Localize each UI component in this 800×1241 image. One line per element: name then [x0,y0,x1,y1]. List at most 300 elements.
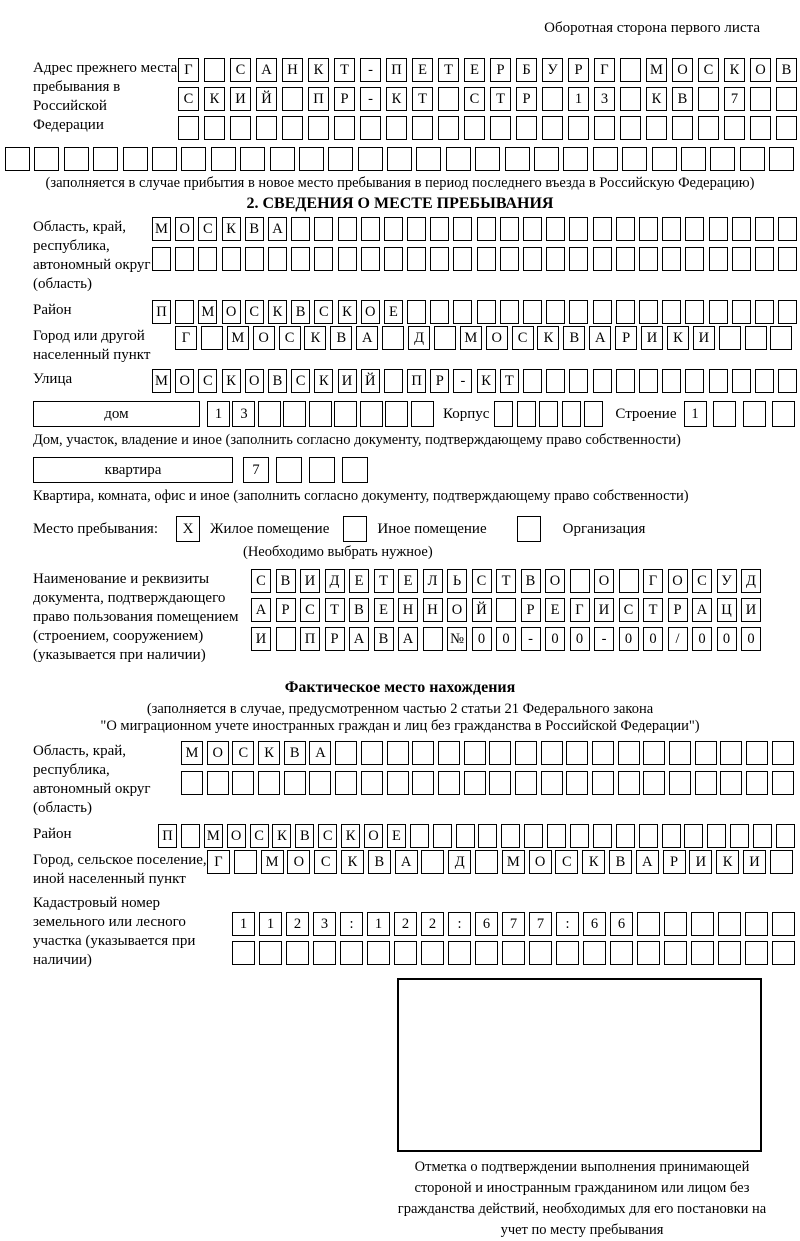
char-box[interactable] [282,87,303,111]
char-box[interactable] [740,147,765,171]
char-box[interactable] [407,300,426,324]
char-box[interactable] [256,116,277,140]
char-box[interactable]: П [308,87,329,111]
char-box[interactable] [340,941,363,965]
char-box[interactable]: С [314,300,333,324]
char-box[interactable]: Т [334,58,355,82]
char-box[interactable] [464,741,486,765]
char-box[interactable] [568,116,589,140]
char-box[interactable]: А [692,598,712,622]
char-box[interactable] [546,217,565,241]
char-box[interactable] [593,824,612,848]
char-box[interactable]: К [477,369,496,393]
char-box[interactable]: 0 [692,627,712,651]
char-box[interactable] [745,941,768,965]
char-box[interactable]: В [521,569,541,593]
char-box[interactable] [562,401,581,427]
char-box[interactable] [430,217,449,241]
char-box[interactable]: 0 [570,627,590,651]
char-box[interactable]: П [152,300,171,324]
char-box[interactable]: - [453,369,472,393]
char-box[interactable] [309,457,335,483]
char-box[interactable] [719,326,741,350]
char-box[interactable]: 7 [529,912,552,936]
char-box[interactable] [685,300,704,324]
char-box[interactable]: С [198,369,217,393]
char-box[interactable]: О [529,850,552,874]
char-box[interactable] [547,824,566,848]
char-box[interactable]: К [204,87,225,111]
char-box[interactable]: У [717,569,737,593]
char-box[interactable] [662,300,681,324]
char-box[interactable] [394,941,417,965]
char-box[interactable]: Г [570,598,590,622]
char-box[interactable]: Т [490,87,511,111]
char-box[interactable] [407,247,426,271]
char-box[interactable] [570,569,590,593]
char-box[interactable]: О [175,217,194,241]
char-box[interactable]: О [287,850,310,874]
char-box[interactable] [276,457,302,483]
char-box[interactable] [204,116,225,140]
char-box[interactable]: С [198,217,217,241]
char-box[interactable]: 0 [717,627,737,651]
char-box[interactable] [524,824,543,848]
char-box[interactable]: Е [545,598,565,622]
char-box[interactable] [335,741,357,765]
char-box[interactable] [334,401,357,427]
char-box[interactable]: А [589,326,611,350]
char-box[interactable] [709,247,728,271]
char-box[interactable]: И [741,598,761,622]
char-box[interactable]: И [641,326,663,350]
char-box[interactable]: О [594,569,614,593]
char-box[interactable] [505,147,530,171]
char-box[interactable] [501,824,520,848]
char-box[interactable] [496,598,516,622]
char-box[interactable] [755,369,774,393]
char-box[interactable] [724,116,745,140]
char-box[interactable] [516,116,537,140]
char-box[interactable]: В [268,369,287,393]
char-box[interactable]: 0 [619,627,639,651]
residential-checkbox[interactable]: X [176,516,200,542]
char-box[interactable] [639,369,658,393]
char-box[interactable]: М [646,58,667,82]
char-box[interactable] [382,326,404,350]
char-box[interactable] [592,771,614,795]
char-box[interactable] [594,116,615,140]
char-box[interactable]: К [646,87,667,111]
char-box[interactable] [384,369,403,393]
char-box[interactable]: Т [496,569,516,593]
char-box[interactable] [662,247,681,271]
char-box[interactable] [181,824,200,848]
char-box[interactable] [204,58,225,82]
char-box[interactable]: А [251,598,271,622]
char-box[interactable]: В [609,850,632,874]
char-box[interactable] [334,116,355,140]
char-box[interactable] [772,941,795,965]
char-box[interactable] [753,824,772,848]
char-box[interactable] [270,147,295,171]
char-box[interactable]: Н [423,598,443,622]
char-box[interactable] [234,850,257,874]
char-box[interactable] [412,116,433,140]
char-box[interactable] [181,771,203,795]
char-box[interactable] [258,771,280,795]
char-box[interactable]: Е [412,58,433,82]
char-box[interactable] [772,771,794,795]
char-box[interactable]: С [245,300,264,324]
char-box[interactable] [477,217,496,241]
char-box[interactable]: 0 [643,627,663,651]
char-box[interactable] [569,300,588,324]
char-box[interactable]: В [291,300,310,324]
char-box[interactable]: Н [282,58,303,82]
char-box[interactable] [662,824,681,848]
char-box[interactable] [434,326,456,350]
char-box[interactable] [685,247,704,271]
char-box[interactable]: Й [472,598,492,622]
char-box[interactable] [620,58,641,82]
char-box[interactable]: 1 [259,912,282,936]
char-box[interactable] [308,116,329,140]
char-box[interactable] [556,941,579,965]
char-box[interactable]: К [308,58,329,82]
char-box[interactable] [639,824,658,848]
char-box[interactable]: И [338,369,357,393]
char-box[interactable]: А [356,326,378,350]
char-box[interactable]: Т [374,569,394,593]
char-box[interactable]: К [314,369,333,393]
char-box[interactable]: К [304,326,326,350]
char-box[interactable]: 1 [367,912,390,936]
char-box[interactable] [475,941,498,965]
char-box[interactable]: Д [448,850,471,874]
char-box[interactable] [755,217,774,241]
char-box[interactable]: И [300,569,320,593]
char-box[interactable]: Г [594,58,615,82]
char-box[interactable] [746,771,768,795]
char-box[interactable] [542,116,563,140]
char-box[interactable] [477,300,496,324]
char-box[interactable] [730,824,749,848]
char-box[interactable]: Р [668,598,688,622]
char-box[interactable] [566,741,588,765]
char-box[interactable] [384,217,403,241]
char-box[interactable] [286,941,309,965]
char-box[interactable]: Р [430,369,449,393]
char-box[interactable] [175,300,194,324]
char-box[interactable]: 2 [394,912,417,936]
char-box[interactable] [222,247,241,271]
char-box[interactable] [500,300,519,324]
char-box[interactable] [338,217,357,241]
char-box[interactable] [411,401,434,427]
char-box[interactable] [778,247,797,271]
char-box[interactable] [618,771,640,795]
char-box[interactable] [328,147,353,171]
char-box[interactable] [360,116,381,140]
char-box[interactable]: А [309,741,331,765]
char-box[interactable]: Д [325,569,345,593]
char-box[interactable]: С [230,58,251,82]
char-box[interactable] [342,457,368,483]
char-box[interactable] [743,401,766,427]
char-box[interactable]: Ц [717,598,737,622]
char-box[interactable] [745,912,768,936]
char-box[interactable]: 2 [286,912,309,936]
char-box[interactable]: Й [361,369,380,393]
char-box[interactable]: Р [615,326,637,350]
char-box[interactable] [453,217,472,241]
char-box[interactable] [691,912,714,936]
char-box[interactable] [755,247,774,271]
char-box[interactable]: 0 [496,627,516,651]
char-box[interactable]: В [349,598,369,622]
char-box[interactable] [494,401,513,427]
char-box[interactable]: Р [490,58,511,82]
char-box[interactable]: С [698,58,719,82]
char-box[interactable]: 1 [568,87,589,111]
char-box[interactable] [546,369,565,393]
char-box[interactable] [515,741,537,765]
char-box[interactable] [584,401,603,427]
char-box[interactable]: № [447,627,467,651]
char-box[interactable] [489,741,511,765]
char-box[interactable] [770,850,793,874]
char-box[interactable]: А [268,217,287,241]
char-box[interactable] [309,401,332,427]
char-box[interactable] [732,369,751,393]
char-box[interactable] [430,247,449,271]
char-box[interactable] [620,87,641,111]
char-box[interactable]: М [227,326,249,350]
char-box[interactable] [542,87,563,111]
char-box[interactable] [643,741,665,765]
char-box[interactable] [314,247,333,271]
char-box[interactable]: П [407,369,426,393]
char-box[interactable]: С [318,824,337,848]
char-box[interactable]: Й [256,87,277,111]
char-box[interactable] [569,369,588,393]
char-box[interactable]: К [272,824,291,848]
char-box[interactable]: К [268,300,287,324]
char-box[interactable]: М [502,850,525,874]
char-box[interactable] [423,627,443,651]
char-box[interactable] [240,147,265,171]
char-box[interactable]: / [668,627,688,651]
char-box[interactable]: М [460,326,482,350]
char-box[interactable]: О [175,369,194,393]
char-box[interactable]: : [340,912,363,936]
char-box[interactable]: С [251,569,271,593]
char-box[interactable] [523,217,542,241]
char-box[interactable] [232,771,254,795]
char-box[interactable]: 6 [583,912,606,936]
char-box[interactable] [178,116,199,140]
char-box[interactable] [546,247,565,271]
char-box[interactable] [502,941,525,965]
char-box[interactable] [314,217,333,241]
char-box[interactable] [335,771,357,795]
char-box[interactable] [569,247,588,271]
char-box[interactable] [662,217,681,241]
char-box[interactable] [412,771,434,795]
char-box[interactable] [407,217,426,241]
char-box[interactable]: В [776,58,797,82]
char-box[interactable]: - [594,627,614,651]
char-box[interactable] [713,401,736,427]
char-box[interactable]: О [245,369,264,393]
char-box[interactable] [387,741,409,765]
char-box[interactable] [718,941,741,965]
char-box[interactable] [646,116,667,140]
char-box[interactable] [710,147,735,171]
char-box[interactable]: Т [325,598,345,622]
char-box[interactable]: Е [464,58,485,82]
char-box[interactable] [718,912,741,936]
char-box[interactable]: С [692,569,712,593]
char-box[interactable] [695,741,717,765]
char-box[interactable] [610,941,633,965]
char-box[interactable]: С [300,598,320,622]
char-box[interactable]: Р [663,850,686,874]
char-box[interactable]: У [542,58,563,82]
char-box[interactable]: О [447,598,467,622]
char-box[interactable]: И [693,326,715,350]
char-box[interactable]: М [204,824,223,848]
char-box[interactable] [93,147,118,171]
char-box[interactable] [778,217,797,241]
char-box[interactable]: К [582,850,605,874]
char-box[interactable] [245,247,264,271]
char-box[interactable]: С [472,569,492,593]
char-box[interactable]: В [284,741,306,765]
char-box[interactable]: С [250,824,269,848]
char-box[interactable] [593,247,612,271]
char-box[interactable] [291,217,310,241]
char-box[interactable] [430,300,449,324]
char-box[interactable] [709,217,728,241]
char-box[interactable] [384,247,403,271]
char-box[interactable]: 0 [545,627,565,651]
char-box[interactable] [361,247,380,271]
char-box[interactable] [732,300,751,324]
char-box[interactable] [259,941,282,965]
char-box[interactable] [175,247,194,271]
char-box[interactable] [477,247,496,271]
char-box[interactable] [284,771,306,795]
char-box[interactable]: К [341,850,364,874]
char-box[interactable] [616,300,635,324]
char-box[interactable] [616,824,635,848]
char-box[interactable] [778,300,797,324]
char-box[interactable]: Л [423,569,443,593]
char-box[interactable] [684,824,703,848]
char-box[interactable]: М [261,850,284,874]
char-box[interactable]: А [395,850,418,874]
char-box[interactable]: П [300,627,320,651]
char-box[interactable] [593,147,618,171]
char-box[interactable]: С [314,850,337,874]
char-box[interactable]: В [245,217,264,241]
char-box[interactable] [707,824,726,848]
char-box[interactable] [709,369,728,393]
char-box[interactable]: К [222,369,241,393]
char-box[interactable]: С [555,850,578,874]
char-box[interactable] [385,401,408,427]
char-box[interactable]: К [222,217,241,241]
char-box[interactable]: С [291,369,310,393]
char-box[interactable]: П [158,824,177,848]
char-box[interactable] [201,326,223,350]
char-box[interactable] [681,147,706,171]
char-box[interactable] [770,326,792,350]
char-box[interactable]: А [349,627,369,651]
char-box[interactable] [456,824,475,848]
char-box[interactable]: М [181,741,203,765]
char-box[interactable] [433,824,452,848]
char-box[interactable] [360,401,383,427]
char-box[interactable]: 3 [594,87,615,111]
char-box[interactable] [593,217,612,241]
char-box[interactable]: О [361,300,380,324]
char-box[interactable]: 1 [207,401,230,427]
char-box[interactable] [776,87,797,111]
char-box[interactable]: Г [175,326,197,350]
char-box[interactable] [643,771,665,795]
char-box[interactable] [750,87,771,111]
char-box[interactable]: Е [384,300,403,324]
char-box[interactable] [662,369,681,393]
char-box[interactable] [64,147,89,171]
char-box[interactable] [282,116,303,140]
char-box[interactable]: К [338,300,357,324]
char-box[interactable]: Р [325,627,345,651]
char-box[interactable] [207,771,229,795]
char-box[interactable] [299,147,324,171]
char-box[interactable]: 0 [472,627,492,651]
char-box[interactable]: О [253,326,275,350]
char-box[interactable]: В [563,326,585,350]
char-box[interactable]: К [716,850,739,874]
char-box[interactable] [566,771,588,795]
char-box[interactable] [448,941,471,965]
char-box[interactable]: - [360,87,381,111]
char-box[interactable]: А [636,850,659,874]
char-box[interactable]: Е [387,824,406,848]
char-box[interactable]: П [386,58,407,82]
char-box[interactable]: 3 [313,912,336,936]
char-box[interactable] [746,741,768,765]
char-box[interactable] [416,147,441,171]
char-box[interactable]: К [667,326,689,350]
char-box[interactable]: Е [374,598,394,622]
char-box[interactable]: 6 [610,912,633,936]
char-box[interactable] [669,741,691,765]
char-box[interactable]: Р [334,87,355,111]
char-box[interactable]: Н [398,598,418,622]
char-box[interactable] [592,741,614,765]
char-box[interactable] [750,116,771,140]
char-box[interactable] [490,116,511,140]
char-box[interactable] [669,771,691,795]
char-box[interactable]: 0 [741,627,761,651]
char-box[interactable] [672,116,693,140]
char-box[interactable] [772,401,795,427]
